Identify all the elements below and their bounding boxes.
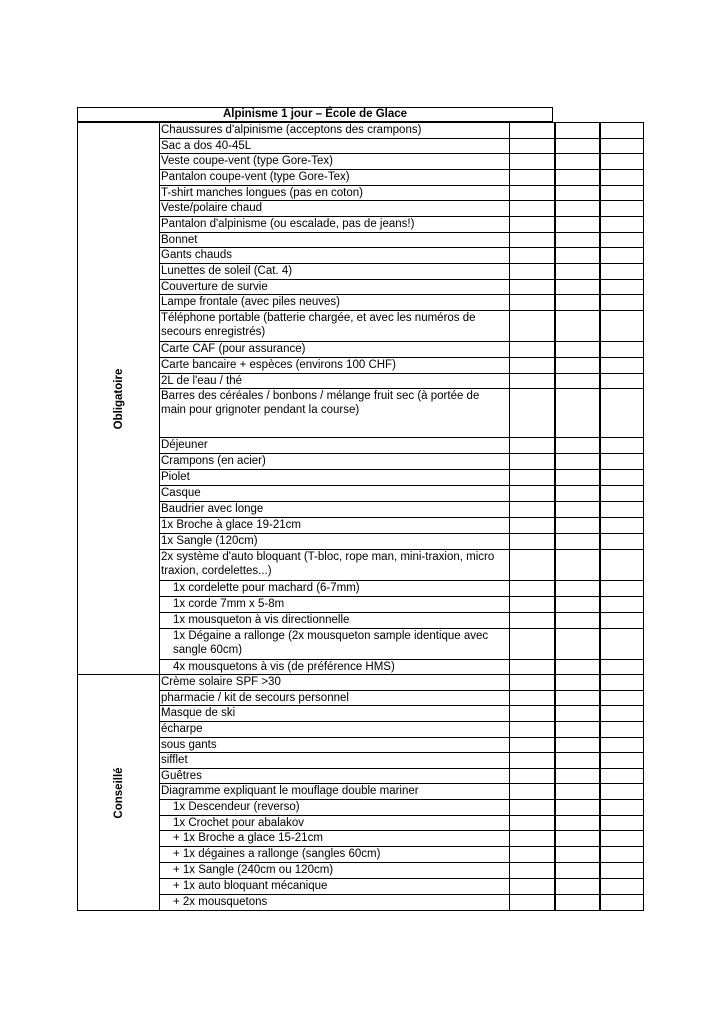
check-cell-2[interactable] [554,169,599,186]
table-row [159,846,644,863]
check-cell-3[interactable] [599,628,644,660]
table-row [159,533,644,550]
check-cell-3[interactable] [599,830,644,847]
table-row [159,815,644,831]
table-row [159,612,644,629]
item-label: Diagramme expliquant le mouflage double mariner [159,783,509,800]
item-label: 1x cordelette pour machard (6-7mm) [159,580,509,597]
check-cell-2[interactable] [554,216,599,233]
check-cell-1[interactable] [509,388,554,438]
check-cell-2[interactable] [554,752,599,769]
check-cell-1[interactable] [509,341,554,358]
check-cell-1[interactable] [509,862,554,879]
item-label: écharpe [159,721,509,738]
check-cell-1[interactable] [509,138,554,154]
check-cell-1[interactable] [509,737,554,753]
check-cell-1[interactable] [509,357,554,374]
table-row [159,232,644,248]
check-cell-1[interactable] [509,783,554,800]
check-cell-3[interactable] [599,878,644,895]
table-row [159,122,644,139]
check-cell-3[interactable] [599,388,644,438]
table-row [159,200,644,217]
item-label: Bonnet [159,232,509,248]
check-cell-2[interactable] [554,612,599,629]
check-cell-1[interactable] [509,612,554,629]
check-cell-1[interactable] [509,469,554,486]
check-cell-3[interactable] [599,200,644,217]
check-cell-3[interactable] [599,659,644,675]
item-label: Crampons (en acier) [159,453,509,470]
check-cell-2[interactable] [554,357,599,374]
item-label: + 1x Broche a glace 15-21cm [159,830,509,847]
check-cell-2[interactable] [554,894,599,911]
check-cell-3[interactable] [599,674,644,691]
check-cell-3[interactable] [599,357,644,374]
check-cell-1[interactable] [509,596,554,613]
check-cell-1[interactable] [509,453,554,470]
check-cell-2[interactable] [554,263,599,280]
check-cell-3[interactable] [599,862,644,879]
check-cell-2[interactable] [554,232,599,248]
table-row [159,247,644,264]
check-cell-1[interactable] [509,830,554,847]
check-cell-1[interactable] [509,485,554,502]
item-label: 1x Descendeur (reverso) [159,799,509,816]
check-cell-1[interactable] [509,768,554,784]
check-cell-3[interactable] [599,310,644,342]
check-cell-3[interactable] [599,752,644,769]
check-cell-3[interactable] [599,294,644,311]
table-row [159,768,644,784]
check-cell-2[interactable] [554,596,599,613]
table-row [159,894,644,911]
check-cell-2[interactable] [554,517,599,534]
check-cell-1[interactable] [509,185,554,201]
check-cell-2[interactable] [554,485,599,502]
table-row [159,878,644,895]
check-cell-3[interactable] [599,549,644,581]
check-cell-1[interactable] [509,705,554,722]
check-cell-2[interactable] [554,153,599,170]
check-cell-3[interactable] [599,705,644,722]
table-row [159,737,644,753]
table-row [159,830,644,847]
item-label: Carte CAF (pour assurance) [159,341,509,358]
item-label: + 1x dégaines a rallonge (sangles 60cm) [159,846,509,863]
table-row [159,501,644,518]
check-cell-2[interactable] [554,437,599,454]
check-cell-2[interactable] [554,388,599,438]
table-row [159,453,644,470]
item-label: Gants chauds [159,247,509,264]
check-cell-2[interactable] [554,453,599,470]
table-row [159,169,644,186]
check-cell-1[interactable] [509,533,554,550]
check-cell-2[interactable] [554,533,599,550]
check-cell-2[interactable] [554,659,599,675]
check-cell-1[interactable] [509,232,554,248]
check-cell-3[interactable] [599,721,644,738]
item-label: Lampe frontale (avec piles neuves) [159,294,509,311]
check-cell-1[interactable] [509,501,554,518]
check-cell-3[interactable] [599,437,644,454]
table-row [159,310,644,342]
check-cell-2[interactable] [554,341,599,358]
check-cell-3[interactable] [599,517,644,534]
check-cell-2[interactable] [554,768,599,784]
check-cell-1[interactable] [509,517,554,534]
check-cell-3[interactable] [599,169,644,186]
item-label: 1x Broche à glace 19-21cm [159,517,509,534]
item-label: 1x Sangle (120cm) [159,533,509,550]
check-cell-3[interactable] [599,690,644,706]
item-label: Lunettes de soleil (Cat. 4) [159,263,509,280]
check-cell-2[interactable] [554,469,599,486]
check-cell-1[interactable] [509,373,554,389]
table-row [159,373,644,389]
check-cell-3[interactable] [599,485,644,502]
item-label: Couverture de survie [159,279,509,295]
table-row [159,437,644,454]
item-label: Guêtres [159,768,509,784]
check-cell-2[interactable] [554,830,599,847]
check-cell-3[interactable] [599,501,644,518]
check-cell-3[interactable] [599,279,644,295]
section-label: Obligatoire [112,368,125,429]
check-cell-3[interactable] [599,846,644,863]
check-cell-2[interactable] [554,737,599,753]
table-row [159,279,644,295]
table-row [159,138,644,154]
check-cell-2[interactable] [554,310,599,342]
check-cell-1[interactable] [509,894,554,911]
item-label: sifflet [159,752,509,769]
item-label: Barres des céréales / bonbons / mélange fruit sec (à portée de main pour grignoter pendant la course) [159,388,509,438]
table-row [159,674,644,691]
check-cell-3[interactable] [599,232,644,248]
check-cell-1[interactable] [509,690,554,706]
check-cell-2[interactable] [554,580,599,597]
check-cell-2[interactable] [554,674,599,691]
check-cell-2[interactable] [554,878,599,895]
table-row [159,153,644,170]
check-cell-3[interactable] [599,894,644,911]
item-label: 1x Dégaine a rallonge (2x mousqueton sample identique avec sangle 60cm) [159,628,509,660]
table-row [159,263,644,280]
item-label: Casque [159,485,509,502]
check-cell-3[interactable] [599,799,644,816]
item-label: Masque de ski [159,705,509,722]
check-cell-2[interactable] [554,122,599,139]
check-cell-3[interactable] [599,737,644,753]
check-cell-3[interactable] [599,815,644,831]
check-cell-1[interactable] [509,799,554,816]
check-cell-2[interactable] [554,200,599,217]
table-row [159,783,644,800]
item-label: Piolet [159,469,509,486]
item-label: sous gants [159,737,509,753]
check-cell-2[interactable] [554,185,599,201]
check-cell-1[interactable] [509,437,554,454]
check-cell-1[interactable] [509,628,554,660]
table-row [159,580,644,597]
check-cell-2[interactable] [554,628,599,660]
table-row [159,388,644,438]
check-cell-1[interactable] [509,122,554,139]
item-label: Sac a dos 40-45L [159,138,509,154]
check-cell-2[interactable] [554,799,599,816]
table-row [159,485,644,502]
check-cell-1[interactable] [509,310,554,342]
item-label: + 1x Sangle (240cm ou 120cm) [159,862,509,879]
check-cell-2[interactable] [554,501,599,518]
section-label-cell [77,674,159,911]
check-cell-1[interactable] [509,846,554,863]
table-row [159,799,644,816]
check-cell-1[interactable] [509,279,554,295]
table-row [159,357,644,374]
table-row [159,216,644,233]
check-cell-2[interactable] [554,721,599,738]
item-label: Carte bancaire + espèces (environs 100 CHF) [159,357,509,374]
check-cell-3[interactable] [599,247,644,264]
item-label: Déjeuner [159,437,509,454]
check-cell-2[interactable] [554,846,599,863]
check-cell-3[interactable] [599,596,644,613]
item-label: Crème solaire SPF >30 [159,674,509,691]
check-cell-2[interactable] [554,247,599,264]
check-cell-1[interactable] [509,721,554,738]
item-label: Baudrier avec longe [159,501,509,518]
check-cell-1[interactable] [509,263,554,280]
check-cell-3[interactable] [599,153,644,170]
table-row [159,721,644,738]
item-label: Pantalon d'alpinisme (ou escalade, pas de jeans!) [159,216,509,233]
table-row [159,517,644,534]
table-row [159,862,644,879]
check-cell-3[interactable] [599,469,644,486]
check-cell-2[interactable] [554,138,599,154]
item-label: Veste coupe-vent (type Gore-Tex) [159,153,509,170]
check-cell-3[interactable] [599,612,644,629]
item-label: 1x mousqueton à vis directionnelle [159,612,509,629]
check-cell-1[interactable] [509,216,554,233]
section-label: Conseillé [112,766,125,819]
check-cell-1[interactable] [509,169,554,186]
checklist-title: Alpinisme 1 jour – École de Glace [77,107,553,122]
check-cell-2[interactable] [554,783,599,800]
table-row [159,294,644,311]
check-cell-2[interactable] [554,705,599,722]
check-cell-1[interactable] [509,752,554,769]
item-label: 2x système d'auto bloquant (T-bloc, rope man, mini-traxion, micro traxion, cordelettes...) [159,549,509,581]
item-label: 1x Crochet pour abalakov [159,815,509,831]
item-label: 2L de l'eau / thé [159,373,509,389]
table-row [159,752,644,769]
check-cell-1[interactable] [509,878,554,895]
check-cell-1[interactable] [509,674,554,691]
check-cell-3[interactable] [599,138,644,154]
item-label: Veste/polaire chaud [159,200,509,217]
table-row [159,549,644,581]
item-label: Chaussures d'alpinisme (acceptons des crampons) [159,122,509,139]
check-cell-1[interactable] [509,659,554,675]
check-cell-3[interactable] [599,185,644,201]
check-cell-3[interactable] [599,768,644,784]
item-label: + 2x mousquetons [159,894,509,911]
check-cell-3[interactable] [599,533,644,550]
check-cell-3[interactable] [599,580,644,597]
check-cell-1[interactable] [509,549,554,581]
check-cell-2[interactable] [554,815,599,831]
check-cell-3[interactable] [599,341,644,358]
item-label: T-shirt manches longues (pas en coton) [159,185,509,201]
check-cell-2[interactable] [554,862,599,879]
section-label-cell [77,122,159,675]
table-row [159,185,644,201]
check-cell-3[interactable] [599,263,644,280]
check-cell-2[interactable] [554,279,599,295]
check-cell-1[interactable] [509,200,554,217]
check-cell-3[interactable] [599,453,644,470]
table-row [159,628,644,660]
item-label: Pantalon coupe-vent (type Gore-Tex) [159,169,509,186]
item-label: Téléphone portable (batterie chargée, et avec les numéros de secours enregistrés) [159,310,509,342]
check-cell-2[interactable] [554,549,599,581]
check-cell-1[interactable] [509,580,554,597]
item-label: 4x mousquetons à vis (de préférence HMS) [159,659,509,675]
check-cell-1[interactable] [509,815,554,831]
item-label: pharmacie / kit de secours personnel [159,690,509,706]
check-cell-1[interactable] [509,294,554,311]
table-row [159,690,644,706]
table-row [159,469,644,486]
table-row [159,596,644,613]
check-cell-3[interactable] [599,783,644,800]
table-row [159,659,644,675]
check-cell-1[interactable] [509,153,554,170]
table-row [159,705,644,722]
check-cell-3[interactable] [599,373,644,389]
check-cell-2[interactable] [554,373,599,389]
check-cell-2[interactable] [554,690,599,706]
table-row [159,341,644,358]
item-label: + 1x auto bloquant mécanique [159,878,509,895]
check-cell-3[interactable] [599,122,644,139]
check-cell-3[interactable] [599,216,644,233]
item-label: 1x corde 7mm x 5-8m [159,596,509,613]
check-cell-2[interactable] [554,294,599,311]
check-cell-1[interactable] [509,247,554,264]
